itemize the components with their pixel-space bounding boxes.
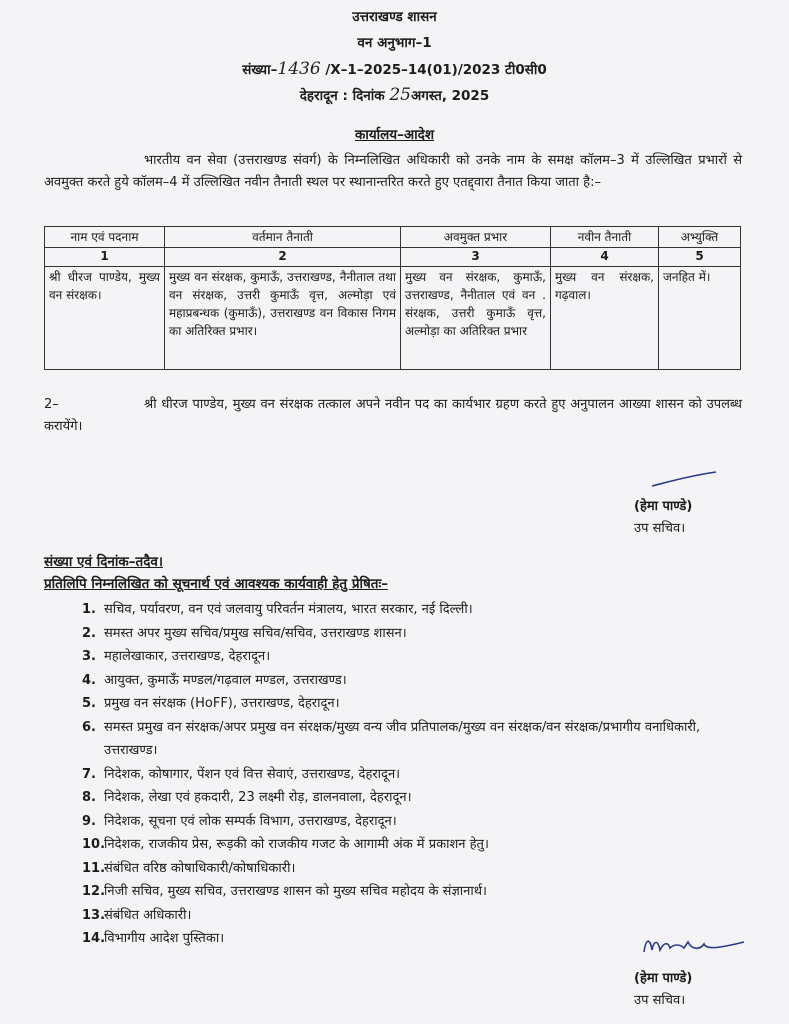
table-header-cell: नाम एवं पदनाम — [45, 227, 165, 248]
column-number: 1 — [45, 248, 165, 267]
paragraph-2-text: श्री धीरज पाण्डेय, मुख्य वन संरक्षक तत्काल अपने नवीन पद का कार्यभार ग्रहण करते हुए अनुपालन आख्या शासन को उपलब्ध करायेंगे। — [44, 397, 742, 434]
list-item-number: 7. — [82, 766, 96, 782]
list-item-text: संबंधित वरिष्ठ कोषाधिकारी/कोषाधिकारी। — [104, 860, 296, 876]
signature-block-2 — [634, 968, 692, 1012]
list-item-text: संबंधित अधिकारी। — [104, 907, 192, 923]
list-item — [82, 716, 747, 763]
list-item — [82, 622, 747, 646]
list-item — [82, 763, 747, 787]
order-number-prefix: संख्या– — [242, 62, 278, 78]
date-suffix: अगस्त, 2025 — [410, 88, 490, 104]
order-number-handwritten: 1436 — [277, 59, 321, 79]
list-item-text: निदेशक, राजकीय प्रेस, रूड़की को राजकीय गजट के आगामी अंक में प्रकाशन हेतु। — [104, 837, 489, 852]
column-number: 2 — [165, 248, 401, 267]
list-item-number: 14. — [82, 931, 106, 946]
signature-block-1 — [634, 496, 692, 540]
section-name: वन अनुभाग–1 — [357, 35, 432, 51]
list-item-text: सचिव, पर्यावरण, वन एवं जलवायु परिवर्तन मंत्रालय, भारत सरकार, नई दिल्ली। — [104, 602, 473, 617]
table-header-cell: नवीन तैनाती — [551, 227, 659, 248]
intro-paragraph: भारतीय वन सेवा (उत्तराखण्ड संवर्ग) के निम्नलिखित अधिकारी को उनके नाम के समक्ष कॉलम–3 में उल्लिखित प्रभारों से अवमुक्त करते हुये कॉलम–4 में उल्लिखित नवीन तैनाती स्थल पर स्थानान्तरित करते हुए एतद्द्वारा तैनात किया जाता है:– — [44, 153, 742, 190]
order-number-suffix: /X–1–2025–14(01)/2023 टी0सी0 — [325, 62, 547, 78]
paragraph-2-number: 2– — [44, 397, 59, 412]
list-item-text: निदेशक, सूचना एवं लोक सम्पर्क विभाग, उत्तराखण्ड, देहरादून। — [104, 813, 397, 829]
list-item-number: 2. — [82, 625, 96, 641]
list-item — [82, 880, 747, 904]
table-header-row — [45, 227, 741, 248]
date-prefix: देहरादून : दिनांक — [299, 88, 385, 104]
new-posting-cell: मुख्य वन संरक्षक, गढ़वाल। — [551, 267, 659, 370]
list-item-text: निदेशक, लेखा एवं हकदारी, 23 लक्ष्मी रोड़, डालनवाला, देहरादून। — [104, 790, 412, 805]
list-item-number: 11. — [82, 860, 106, 876]
transfer-table — [44, 226, 741, 370]
list-item-number: 5. — [82, 696, 96, 711]
list-item — [82, 810, 747, 834]
list-item-number: 9. — [82, 813, 96, 829]
list-item-number: 8. — [82, 790, 96, 805]
list-item — [82, 598, 747, 622]
officer-name-cell: श्री धीरज पाण्डेय, मुख्य वन संरक्षक। — [45, 267, 165, 370]
list-item — [82, 786, 747, 810]
order-title — [0, 125, 789, 143]
list-item — [82, 857, 747, 881]
signatory-name: (हेमा पाण्डे) — [634, 499, 693, 514]
govt-name: उत्तराखण्ड शासन — [352, 9, 437, 25]
list-item-number: 4. — [82, 672, 96, 688]
order-date — [0, 86, 789, 105]
list-item-text: आयुक्त, कुमाऊँ मण्डल/गढ़वाल मण्डल, उत्तराखण्ड। — [104, 672, 347, 688]
relieved-charge-cell: मुख्य वन संरक्षक, कुमाऊँ, उत्तराखण्ड, नैनीताल एवं वन . संरक्षक, उत्तरी कुमाऊँ वृत्त, अल्मोड़ा का अतिरिक्त प्रभार — [401, 267, 551, 370]
paragraph-2 — [44, 394, 742, 438]
list-item-text: प्रमुख वन संरक्षक (HoFF), उत्तराखण्ड, देहरादून। — [104, 696, 340, 711]
order-title-text: कार्यालय–आदेश — [354, 127, 435, 143]
list-item-text: समस्त अपर मुख्य सचिव/प्रमुख सचिव/सचिव, उत्तराखण्ड शासन। — [104, 625, 407, 641]
copy-list — [82, 598, 747, 951]
signatory-designation: उप सचिव। — [634, 521, 686, 536]
list-item-text: विभागीय आदेश पुस्तिका। — [104, 931, 225, 946]
copy-heading: प्रतिलिपि निम्नलिखित को सूचनार्थ एवं आवश्यक कार्यवाही हेतु प्रेषितः– — [44, 576, 388, 592]
table-header-cell: अवमुक्त प्रभार — [401, 227, 551, 248]
table-header-cell: वर्तमान तैनाती — [165, 227, 401, 248]
table-row — [45, 267, 741, 370]
date-handwritten: 25 — [389, 85, 411, 105]
remarks-cell: जनहित में। — [659, 267, 741, 370]
table-number-row — [45, 248, 741, 267]
list-item-text: निजी सचिव, मुख्य सचिव, उत्तराखण्ड शासन को मुख्य सचिव महोदय के संज्ञानार्थ। — [104, 884, 487, 899]
current-posting-cell: मुख्य वन संरक्षक, कुमाऊँ, उत्तराखण्ड, नैनीताल तथा वन संरक्षक, उत्तरी कुमाऊँ वृत्त, अल्मोड़ा एवं महाप्रबन्धक (कुमाऊँ), उत्तराखण्ड वन विकास निगम का अतिरिक्त प्रभार। — [165, 267, 401, 370]
list-item-text: समस्त प्रमुख वन संरक्षक/अपर प्रमुख वन संरक्षक/मुख्य वन्य जीव प्रतिपालक/मुख्य वन संरक्षक/वन संरक्षक/प्रभागीय वनाधिकारी, उत्तराखण्ड। — [104, 719, 701, 758]
list-item-number: 1. — [82, 602, 96, 617]
column-number: 3 — [401, 248, 551, 267]
list-item-text: निदेशक, कोषागार, पेंशन एवं वित्त सेवाएं, उत्तराखण्ड, देहरादून। — [104, 766, 401, 782]
signatory-name: (हेमा पाण्डे) — [634, 971, 693, 986]
signature-stroke-1 — [650, 468, 720, 492]
list-item — [82, 904, 747, 928]
column-number: 5 — [659, 248, 741, 267]
signature-stroke-2 — [640, 932, 750, 962]
signatory-designation: उप सचिव। — [634, 993, 686, 1008]
column-number: 4 — [551, 248, 659, 267]
list-item-text: महालेखाकार, उत्तराखण्ड, देहरादून। — [104, 649, 271, 664]
order-number — [0, 60, 789, 79]
list-item-number: 10. — [82, 837, 106, 852]
list-item — [82, 669, 747, 693]
list-item — [82, 833, 747, 857]
list-item-number: 13. — [82, 907, 106, 923]
copy-reference: संख्या एवं दिनांक–तदैव। — [44, 554, 163, 570]
list-item-number: 6. — [82, 719, 96, 735]
table-header-cell: अभ्युक्ति — [659, 227, 741, 248]
list-item-number: 3. — [82, 649, 96, 664]
list-item — [82, 645, 747, 669]
list-item-number: 12. — [82, 884, 106, 899]
list-item — [82, 692, 747, 716]
